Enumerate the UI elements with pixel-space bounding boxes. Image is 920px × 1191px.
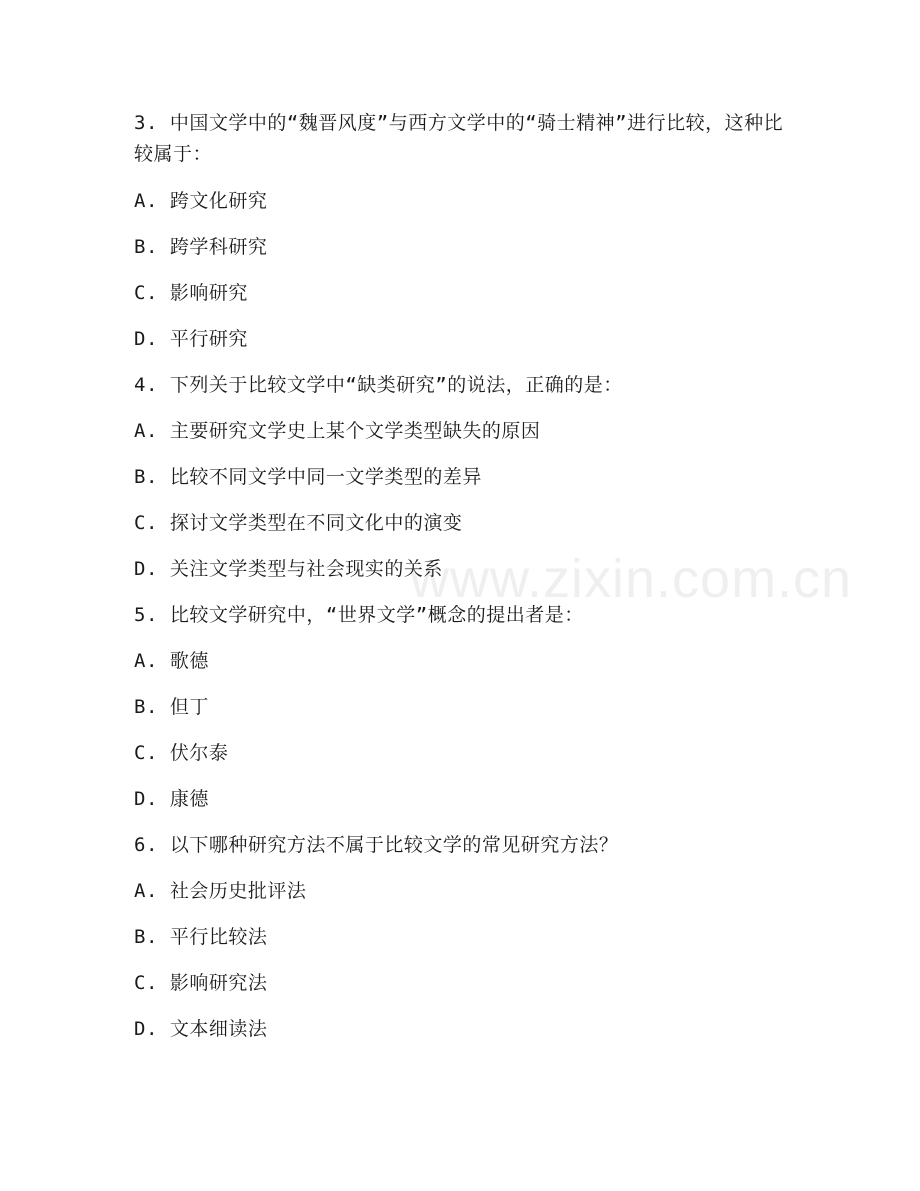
question-5-option-a: A. 歌德	[134, 650, 209, 672]
question-3-option-c: C. 影响研究	[134, 282, 248, 304]
question-6	[134, 830, 794, 1044]
question-3-option-d: D. 平行研究	[134, 328, 248, 350]
watermark: www.zixin.com.cn	[410, 549, 853, 609]
question-3-option-a: A. 跨文化研究	[134, 190, 268, 212]
question-6-text: 6. 以下哪种研究方法不属于比较文学的常见研究方法？	[134, 834, 619, 856]
question-3	[134, 108, 794, 354]
question-4-option-a: A. 主要研究文学史上某个文学类型缺失的原因	[134, 420, 541, 442]
question-4-option-b: B. 比较不同文学中同一文学类型的差异	[134, 466, 482, 488]
question-4-option-c: C. 探讨文学类型在不同文化中的演变	[134, 512, 463, 534]
question-3-text: 3. 中国文学中的“魏晋风度”与西方文学中的“骑士精神”进行比较，这种比较属于：	[134, 112, 784, 165]
question-6-option-a: A. 社会历史批评法	[134, 880, 307, 902]
question-4-option-d: D. 关注文学类型与社会现实的关系	[134, 558, 443, 580]
question-4-text: 4. 下列关于比较文学中“缺类研究”的说法，正确的是：	[134, 374, 623, 396]
question-list	[134, 108, 794, 1044]
question-3-option-b: B. 跨学科研究	[134, 236, 268, 258]
question-5-option-d: D. 康德	[134, 788, 209, 810]
question-4	[134, 370, 794, 584]
question-6-option-d: D. 文本细读法	[134, 1018, 268, 1040]
question-5	[134, 600, 794, 814]
question-5-text: 5. 比较文学研究中，“世界文学”概念的提出者是：	[134, 604, 584, 626]
question-6-option-b: B. 平行比较法	[134, 926, 268, 948]
question-6-option-c: C. 影响研究法	[134, 972, 268, 994]
question-5-option-c: C. 伏尔泰	[134, 742, 229, 764]
question-5-option-b: B. 但丁	[134, 696, 209, 718]
